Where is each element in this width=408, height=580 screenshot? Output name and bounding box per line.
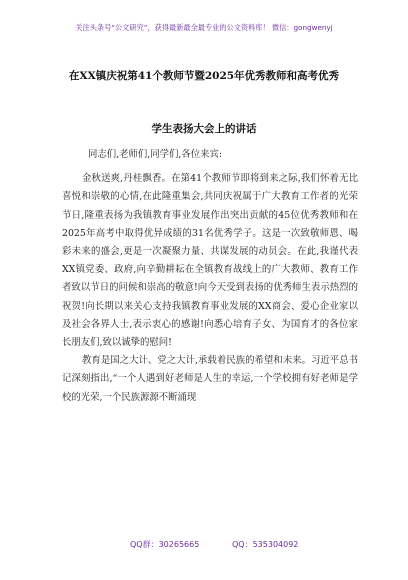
document-body	[62, 146, 358, 407]
paragraph-2: 教育是国之大计、党之大计,承载着民族的希望和未来。习近平总书记深刻指出,“一个人遇到好老师是人生的幸运,一个学校拥有好老师是学校的光荣,一个民族源源不断涌现	[62, 355, 358, 403]
footer-qq: QQ：535304092	[232, 540, 299, 549]
document-title-line-2: 学生表扬大会上的讲话	[151, 123, 257, 135]
paragraph-1: 金秋送爽,丹桂飘香。在第41个教师节即将到来之际,我们怀着无比喜悦和崇敬的心情,在此隆重集会,共同庆祝属于广大教育工作者的光荣节日,隆重表扬为我镇教育事业发展作出突出贡献的45位优秀教师和在2025年高考中取得优异成绩的31名优秀学子。这是一次致敬师恩、喝彩未来的盛会,更是一次凝聚力量、共谋发展的动员会。在此,我谨代表XX镇党委、政府,向辛勤耕耘在全镇教育战线上的广大教师、教育工作者致以节日的问候和崇高的敬意!向今天受到表扬的优秀师生表示热烈的祝贺!向长期以来关心支持我镇教育事业发展的XX商会、爱心企业家以及社会各界人士,表示衷心的感谢!向悉心培育子女、为国育才的各位家长朋友们,致以诚挚的慰问!	[62, 173, 358, 349]
salutation: 同志们,老师们,同学们,各位来宾:	[88, 149, 222, 160]
footer-qq-group: QQ群：30265665	[130, 540, 200, 549]
header-banner: 关注头条号“公文研究”，获得最新最全最专业的公文资料库！ 微信：gongwenyj	[75, 23, 333, 32]
document-title-line-1: 在XX镇庆祝第41个教师节暨2025年优秀教师和高考优秀	[68, 70, 340, 82]
